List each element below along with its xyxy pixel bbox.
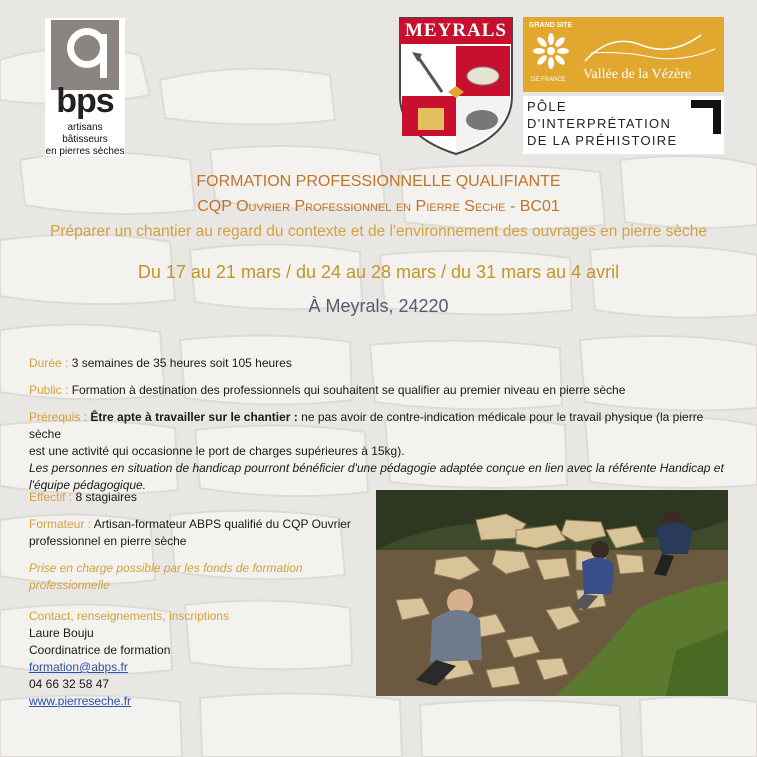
financement-line2: professionnelle	[29, 578, 110, 592]
prerequis-line2: est une activité qui occasionne le port de charges supérieures à 15kg).	[29, 444, 405, 458]
formateur-block	[29, 516, 369, 550]
prerequis-label: Prérequis :	[29, 410, 88, 424]
contact-heading: Contact, renseignements, inscriptions	[29, 609, 230, 623]
formateur-line1: Artisan-formateur ABPS qualifié du CQP Ouvrier	[93, 517, 351, 531]
effectif-label: Effectif :	[29, 490, 73, 504]
vezere-de-france: DE FRANCE	[531, 77, 566, 83]
pole-line2: D'INTERPRÉTATION	[527, 116, 672, 131]
public-value: Formation à destination des professionnels qui souhaitent se qualifier au premier niveau en pierre sèche	[71, 383, 626, 397]
abps-tagline-line1: artisans bâtisseurs	[62, 122, 108, 145]
corner-bracket-icon	[691, 100, 721, 134]
duree-line	[29, 355, 292, 372]
pole-prehistoire-logo	[523, 96, 724, 154]
effectif-line	[29, 489, 137, 506]
effectif-value: 8 stagiaires	[75, 490, 137, 504]
pole-line1: PÔLE	[527, 99, 567, 114]
pole-text	[527, 98, 677, 149]
formateur-label: Formateur :	[29, 517, 92, 531]
contact-website-link[interactable]: www.pierreseche.fr	[29, 694, 132, 708]
public-label: Public :	[29, 383, 69, 397]
sun-icon	[533, 33, 569, 69]
contact-block	[29, 608, 369, 710]
financement-line1: Prise en charge possible par les fonds de formation	[29, 561, 303, 575]
abps-logo-tagline	[45, 122, 125, 158]
abps-tagline-line2: en pierres sèches	[45, 146, 125, 157]
handicap-line2: l'équipe pédagogique.	[29, 478, 147, 492]
abps-logo	[45, 18, 125, 156]
contact-role: Coordinatrice de formation	[29, 643, 171, 657]
vezere-logo	[523, 17, 724, 92]
landscape-icon	[581, 23, 721, 67]
abps-mark	[51, 20, 119, 90]
formateur-line2: professionnel en pierre sèche	[29, 534, 187, 548]
abps-mark-stem	[100, 34, 107, 78]
contact-phone: 04 66 32 58 47	[29, 677, 110, 691]
abps-logo-name: bps	[56, 82, 114, 120]
duree-value: 3 semaines de 35 heures soit 105 heures	[71, 356, 292, 370]
contact-name: Laure Bouju	[29, 626, 94, 640]
vezere-grand-site: GRAND SITE	[529, 22, 573, 29]
handicap-line1: Les personnes en situation de handicap pourront bénéficier d'une pédagogie adaptée conçue en lien avec la référente Handicap et	[29, 461, 724, 475]
subtitle-heading: Préparer un chantier au regard du contexte et de l'environnement des ouvrages en pierre sèche	[50, 223, 707, 240]
contact-email-link[interactable]: formation@abps.fr	[29, 660, 128, 674]
pole-line3: DE LA PRÉHISTOIRE	[527, 133, 678, 148]
financement-block	[29, 560, 369, 594]
cqp-heading: CQP Ouvrier Professionnel en Pierre Seche - BC01	[197, 198, 560, 215]
formation-heading: FORMATION PROFESSIONNELLE QUALIFIANTE	[196, 173, 561, 190]
public-line	[29, 382, 625, 399]
vezere-name: Vallée de la Vézère	[583, 67, 692, 82]
prerequis-line1: ne pas avoir de contre-indication médicale pour le travail physique (la pierre sèche	[29, 410, 704, 441]
crest-title: MEYRALS	[400, 18, 512, 44]
worksite-photo	[376, 490, 728, 696]
prerequis-bold: Être apte à travailler sur le chantier :	[90, 410, 298, 424]
location-heading: À Meyrals, 24220	[308, 296, 449, 316]
dates-heading: Du 17 au 21 mars / du 24 au 28 mars / du 31 mars au 4 avril	[137, 262, 620, 282]
duree-label: Durée :	[29, 356, 69, 370]
prerequis-block	[29, 409, 729, 494]
